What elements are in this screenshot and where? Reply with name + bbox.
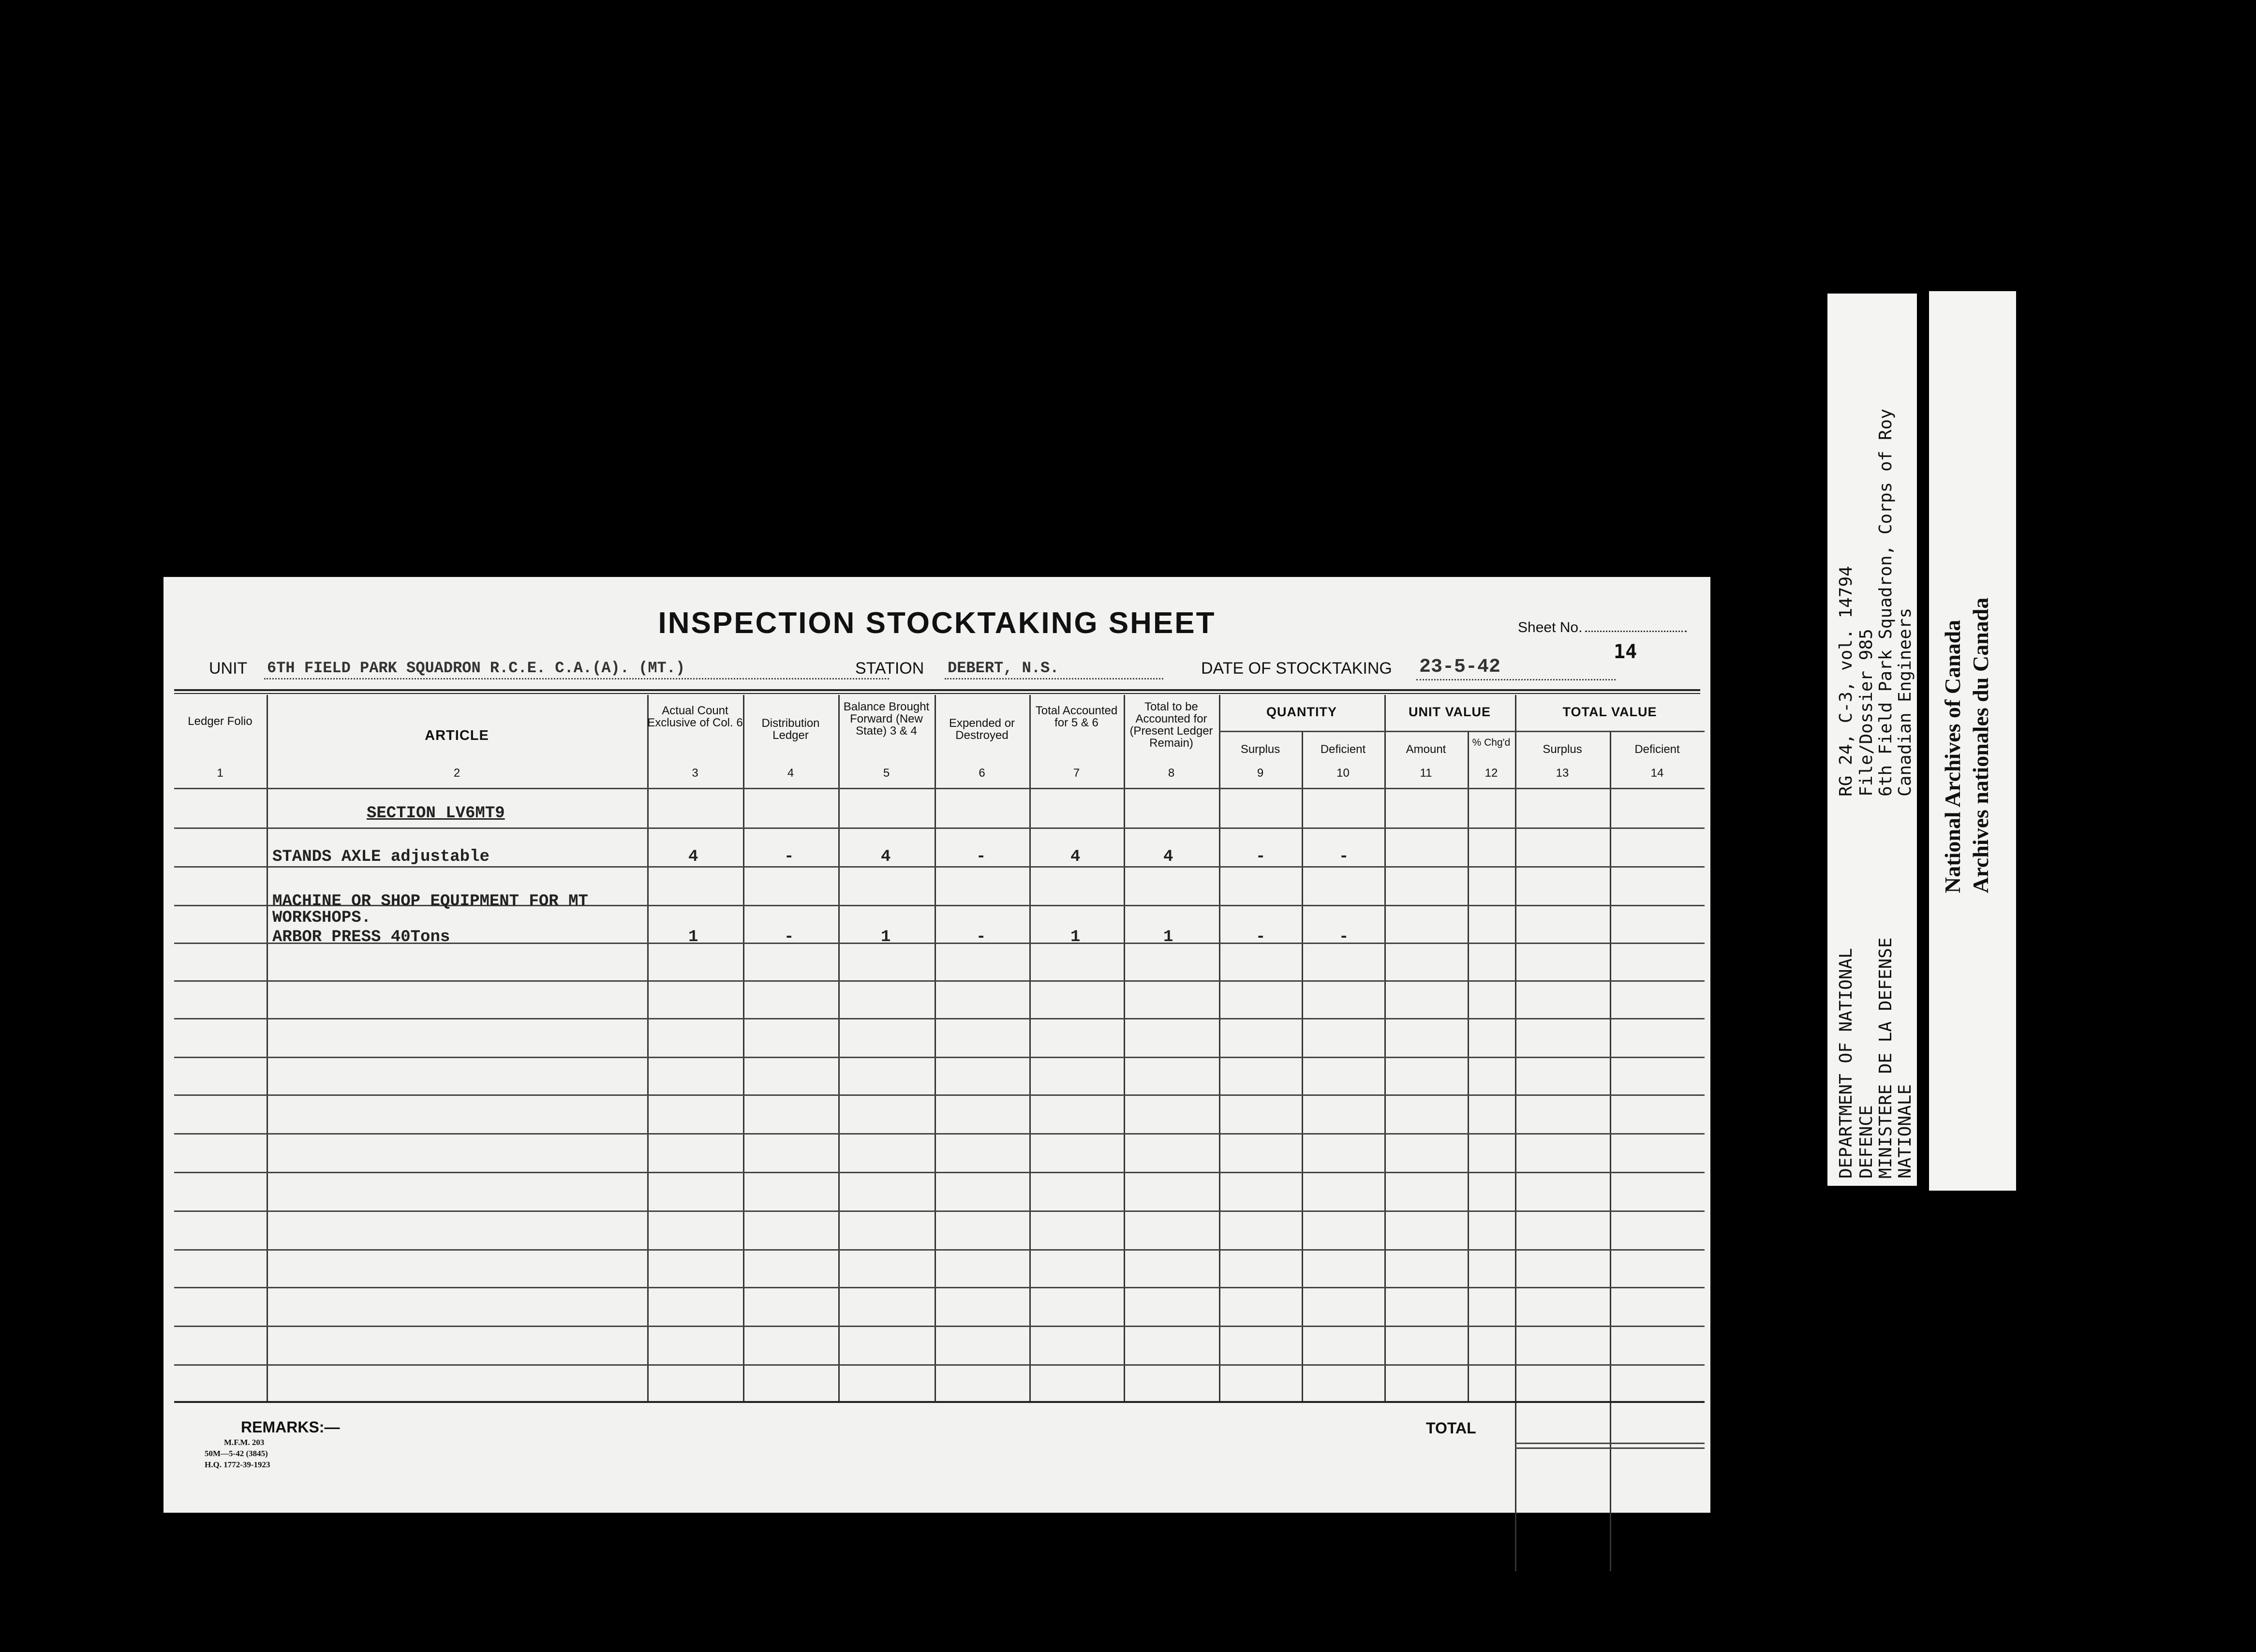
row2-article: ARBOR PRESS 40Tons	[272, 928, 450, 946]
row1-article: STANDS AXLE adjustable	[272, 848, 490, 866]
col-header-3: Actual Count Exclusive of Col. 6	[647, 704, 743, 729]
row1-c7: 4	[1070, 848, 1081, 866]
col-header-10: Deficient	[1320, 743, 1366, 756]
col-header-12: % Chg'd	[1472, 737, 1511, 748]
row2-c5: 1	[881, 928, 891, 946]
row1-c5: 4	[881, 848, 891, 866]
col-header-6: Expended or Destroyed	[949, 717, 1015, 742]
unit-label: UNIT	[209, 659, 248, 678]
row2-c3: 1	[688, 928, 698, 946]
print-code-1: M.F.M. 203	[224, 1438, 265, 1447]
col-num-11: 11	[1420, 767, 1432, 780]
row2-article-line1: MACHINE OR SHOP EQUIPMENT FOR MT	[272, 892, 588, 911]
col-header-14: Deficient	[1634, 743, 1680, 756]
station-value: DEBERT, N.S.	[945, 659, 1163, 679]
station-label: STATION	[855, 659, 924, 678]
ref-line-3: 6th Field Park Squadron, Corps of Roy	[1876, 409, 1896, 796]
nac-french: Archives nationales du Canada	[1968, 597, 1993, 893]
col-num-5: 5	[883, 767, 890, 780]
row1-c4: -	[784, 848, 794, 866]
row2-c4: -	[784, 928, 794, 946]
dept-line-2: DEFENCE	[1856, 1105, 1876, 1179]
dept-line-4: NATIONALE	[1895, 1084, 1915, 1179]
ref-line-1: RG 24, C-3, vol. 14794	[1836, 566, 1856, 796]
remarks-label: REMARKS:—	[241, 1418, 340, 1436]
print-code-3: H.Q. 1772-39-1923	[205, 1460, 270, 1469]
print-code-2: 50M—5-42 (3845)	[205, 1449, 268, 1458]
col-header-4: Distribution Ledger	[761, 717, 820, 742]
col-header-13: Surplus	[1543, 743, 1582, 756]
row2-c9: -	[1256, 928, 1266, 946]
group-unit-value: UNIT VALUE	[1409, 705, 1491, 719]
row2-c10: -	[1339, 928, 1349, 946]
ref-line-4: Canadian Engineers	[1895, 607, 1915, 796]
row2-article-line2: WORKSHOPS.	[272, 909, 371, 927]
dept-line-1: DEPARTMENT OF NATIONAL	[1836, 948, 1856, 1179]
col-num-12: 12	[1484, 767, 1498, 780]
dept-line-3: MINISTERE DE LA DEFENSE	[1876, 937, 1896, 1179]
col-header-2: ARTICLE	[425, 728, 489, 743]
row1-c3: 4	[688, 848, 698, 866]
col-header-9: Surplus	[1240, 743, 1280, 756]
col-header-8: Total to be Accounted for (Present Ledger Remain)	[1129, 700, 1213, 750]
col-num-1: 1	[217, 767, 223, 780]
stocktaking-sheet	[163, 577, 1710, 1513]
unit-value: 6TH FIELD PARK SQUADRON R.C.E. C.A.(A). (MT.)	[264, 659, 889, 679]
col-header-7: Total Accounted for 5 & 6	[1035, 704, 1118, 729]
nac-english: National Archives of Canada	[1940, 620, 1965, 893]
row1-c10: -	[1339, 848, 1349, 866]
sheet-no-value: 14	[1614, 641, 1637, 663]
sheet-no-label: Sheet No.	[1518, 620, 1687, 636]
col-num-9: 9	[1257, 767, 1264, 780]
date-value: 23-5-42	[1416, 656, 1616, 680]
col-header-1: Ledger Folio	[188, 715, 252, 728]
national-archives-label	[1929, 291, 2016, 1191]
col-num-3: 3	[692, 767, 698, 780]
archive-reference-label	[1827, 294, 1917, 1186]
col-num-2: 2	[453, 767, 460, 780]
row1-c6: -	[976, 848, 986, 866]
total-label: TOTAL	[1426, 1419, 1476, 1437]
row2-c8: 1	[1163, 928, 1173, 946]
group-quantity: QUANTITY	[1266, 705, 1337, 719]
ref-line-2: File/Dossier 985	[1856, 629, 1876, 796]
col-num-7: 7	[1073, 767, 1080, 780]
col-num-8: 8	[1168, 767, 1175, 780]
row1-c8: 4	[1163, 848, 1173, 866]
section-heading: SECTION LV6MT9	[367, 804, 505, 823]
row2-c6: -	[976, 928, 986, 946]
col-header-5: Balance Brought Forward (New State) 3 & 4	[843, 700, 930, 738]
col-num-14: 14	[1650, 767, 1664, 780]
col-num-10: 10	[1336, 767, 1350, 780]
col-num-13: 13	[1556, 767, 1569, 780]
sheet-title: INSPECTION STOCKTAKING SHEET	[658, 606, 1216, 640]
col-header-11: Amount	[1406, 743, 1446, 756]
row2-c7: 1	[1070, 928, 1081, 946]
group-total-value: TOTAL VALUE	[1562, 705, 1657, 719]
col-num-4: 4	[787, 767, 794, 780]
row1-c9: -	[1256, 848, 1266, 866]
col-num-6: 6	[979, 767, 985, 780]
date-label: DATE OF STOCKTAKING	[1201, 659, 1392, 678]
